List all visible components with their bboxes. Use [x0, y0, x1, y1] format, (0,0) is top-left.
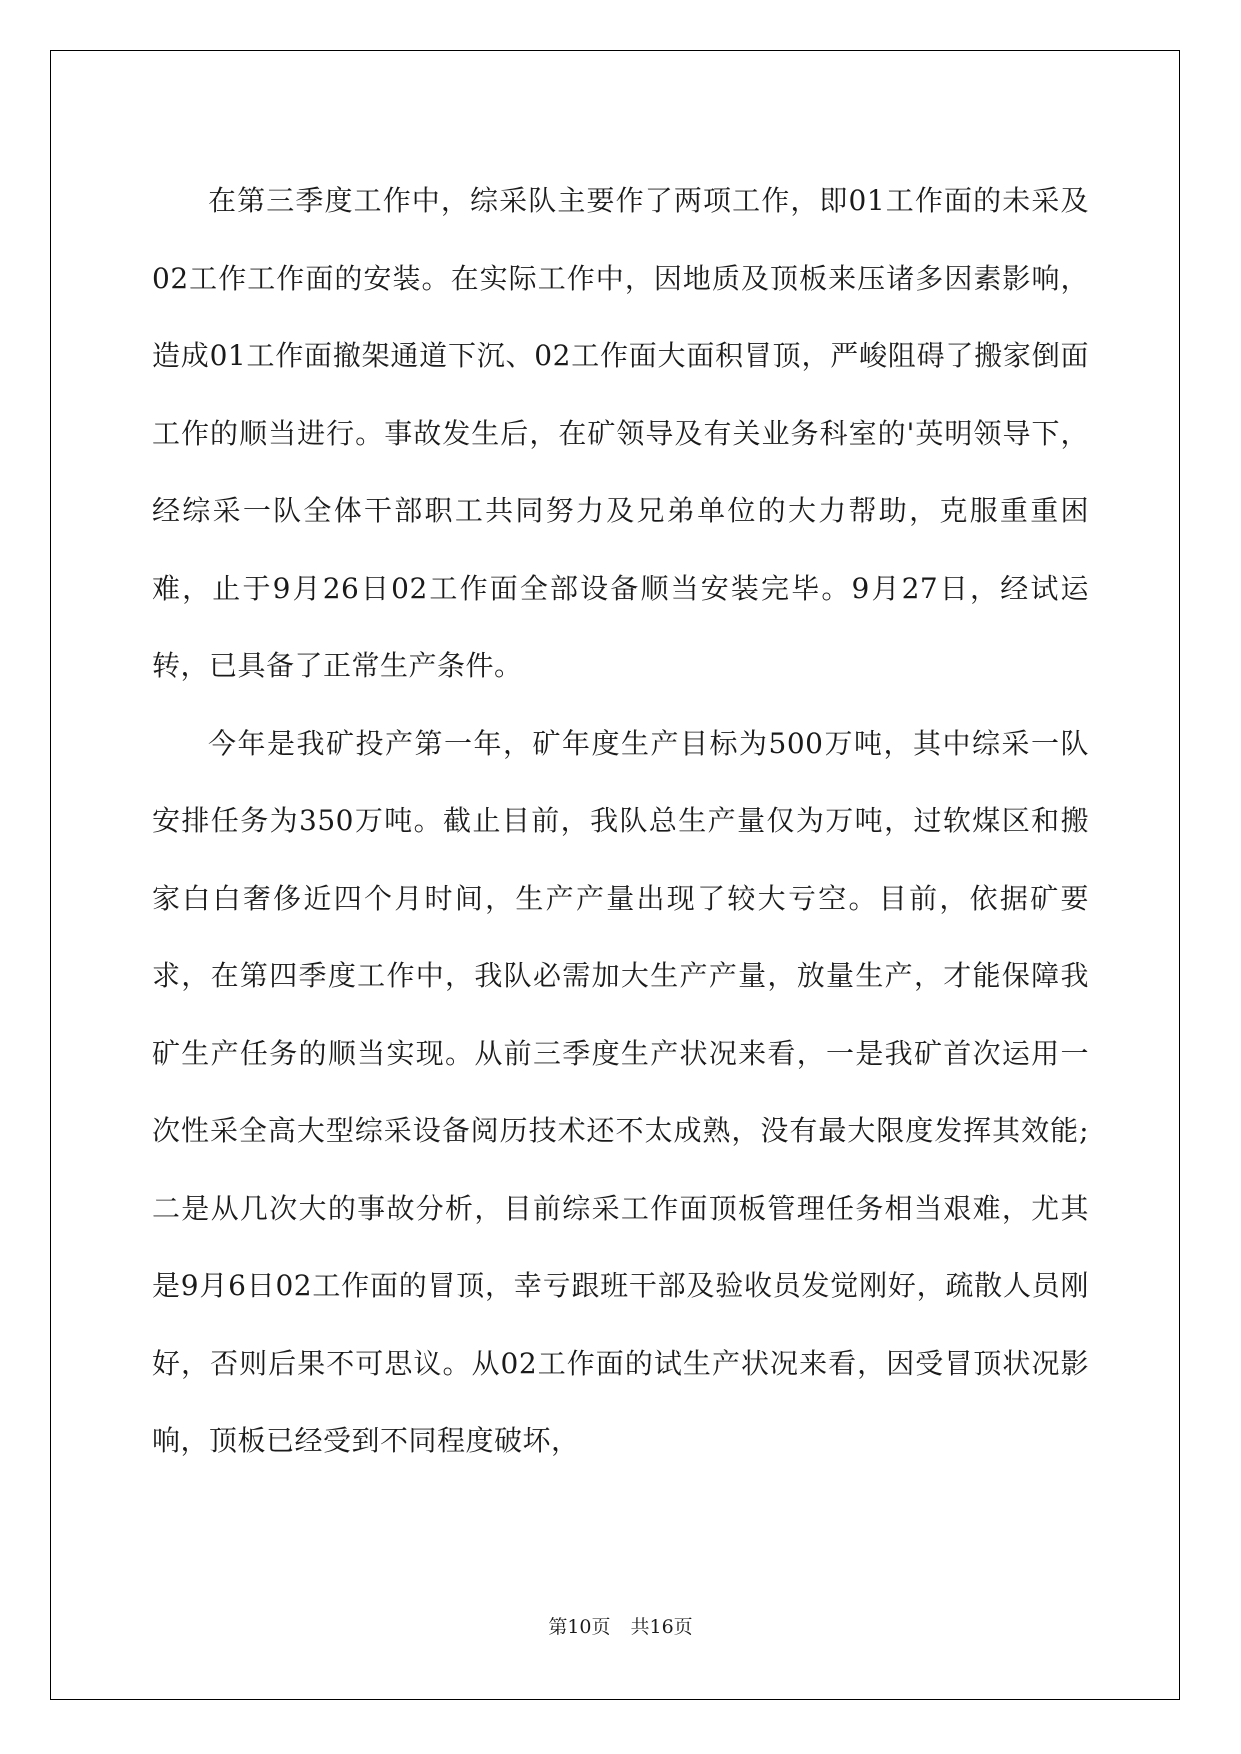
document-body: [152, 162, 1089, 1480]
paragraph-1: 在第三季度工作中，综采队主要作了两项工作，即01工作面的未采及02工作工作面的安装。在实际工作中，因地质及顶板来压诸多因素影响，造成01工作面撤架通道下沉、02工作面大面积冒顶，严峻阻碍了搬家倒面工作的顺当进行。事故发生后，在矿领导及有关业务科室的'英明领导下，经综采一队全体干部职工共同努力及兄弟单位的大力帮助，克服重重困难，止于9月26日02工作面全部设备顺当安装完毕。9月27日，经试运转，已具备了正常生产条件。: [152, 184, 1089, 682]
paragraph-2: 今年是我矿投产第一年，矿年度生产目标为500万吨，其中综采一队安排任务为350万吨。截止目前，我队总生产量仅为万吨，过软煤区和搬家白白奢侈近四个月时间，生产产量出现了较大亏空。目前，依据矿要求，在第四季度工作中，我队必需加大生产产量，放量生产，才能保障我矿生产任务的顺当实现。从前三季度生产状况来看，一是我矿首次运用一次性采全高大型综采设备阅历技术还不太成熟，没有最大限度发挥其效能;二是从几次大的事故分析，目前综采工作面顶板管理任务相当艰难，尤其是9月6日02工作面的冒顶，幸亏跟班干部及验收员发觉刚好，疏散人员刚好，否则后果不可思议。从02工作面的试生产状况来看，因受冒顶状况影响，顶板已经受到不同程度破坏，: [152, 726, 1089, 1457]
page-number-total: 共16页: [630, 1616, 693, 1638]
page-number-current: 第10页: [548, 1616, 611, 1638]
page-footer: [0, 1612, 1241, 1639]
